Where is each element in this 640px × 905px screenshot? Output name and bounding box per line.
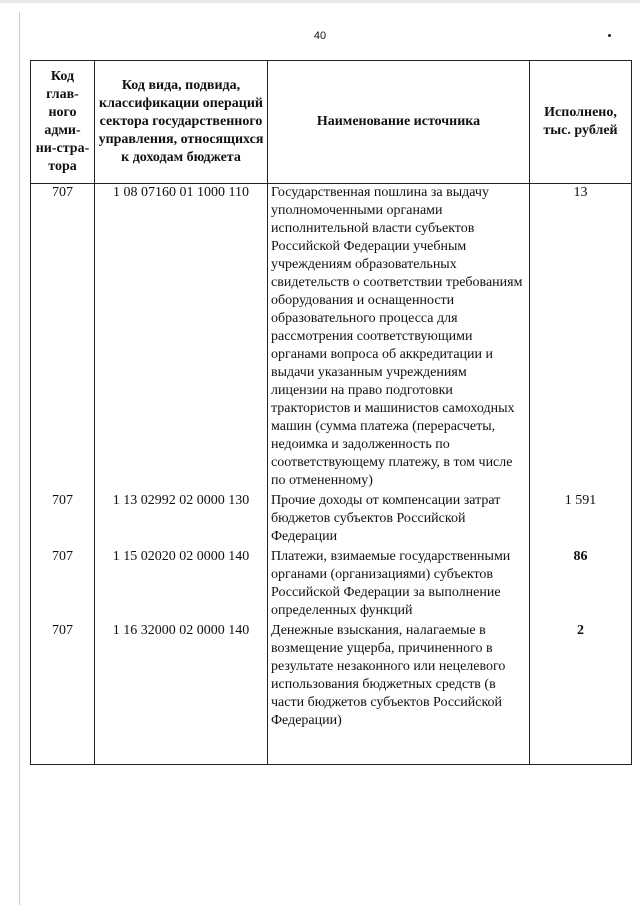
cell-source-name: Государственная пошлина за выдачу уполномоченными органами исполнительной власти субъектов Российской Федерации учебным учреждениям образовательных свидетельств о соответствии требованиям оборудования и оснащенности образовательного процесса для рассмотрения соответствующими органами вопроса об аккредитации и выдачи указанным учреждениям лицензии на право подготовки трактористов и машинистов самоходных машин (сумма платежа (перерасчеты, недоимка и задолженность по соответствующему платежу, в том числе по отмененному) bbox=[268, 184, 530, 493]
table-row bbox=[31, 622, 632, 765]
cell-executed: 13 bbox=[530, 184, 632, 493]
table-header-row bbox=[31, 61, 632, 184]
header-admin-code: Код глав-ного адми-ни-стра-тора bbox=[31, 61, 95, 184]
cell-classification-code: 1 08 07160 01 1000 110 bbox=[95, 184, 268, 493]
cell-source-name: Прочие доходы от компенсации затрат бюджетов субъектов Российской Федерации bbox=[268, 492, 530, 548]
cell-admin-code: 707 bbox=[31, 622, 95, 765]
page-number: 40 bbox=[313, 30, 327, 42]
scan-artifact-top bbox=[0, 0, 640, 3]
cell-source-name: Денежные взыскания, налагаемые в возмещение ущерба, причиненного в результате незаконного или нецелевого использования бюджетных средств (в части бюджетов субъектов Российской Федерации) bbox=[268, 622, 530, 765]
table-row bbox=[31, 548, 632, 622]
cell-classification-code: 1 16 32000 02 0000 140 bbox=[95, 622, 268, 765]
page-left-edge bbox=[19, 12, 20, 905]
header-executed: Исполнено, тыс. рублей bbox=[530, 61, 632, 184]
cell-executed: 2 bbox=[530, 622, 632, 765]
header-source-name: Наименование источника bbox=[268, 61, 530, 184]
cell-executed: 86 bbox=[530, 548, 632, 622]
header-classification-code: Код вида, подвида, классификации операций сектора государственного управления, относящихся к доходам бюджета bbox=[95, 61, 268, 184]
scan-dot bbox=[608, 34, 611, 37]
table-row bbox=[31, 184, 632, 493]
cell-admin-code: 707 bbox=[31, 548, 95, 622]
revenue-table bbox=[30, 60, 632, 765]
cell-classification-code: 1 15 02020 02 0000 140 bbox=[95, 548, 268, 622]
cell-admin-code: 707 bbox=[31, 184, 95, 493]
cell-admin-code: 707 bbox=[31, 492, 95, 548]
cell-executed: 1 591 bbox=[530, 492, 632, 548]
cell-source-name: Платежи, взимаемые государственными органами (организациями) субъектов Российской Федерации за выполнение определенных функций bbox=[268, 548, 530, 622]
table-row bbox=[31, 492, 632, 548]
cell-classification-code: 1 13 02992 02 0000 130 bbox=[95, 492, 268, 548]
